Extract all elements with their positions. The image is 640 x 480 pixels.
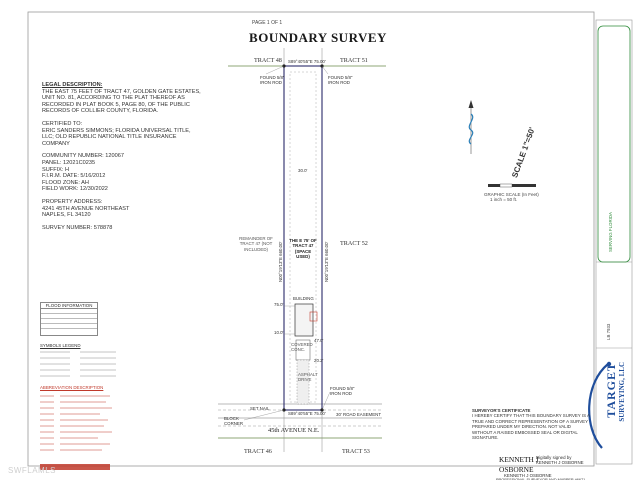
symbols-legend-heading: SYMBOLS LEGEND [40,343,81,348]
legal-text: THE EAST 75 FEET OF TRACT 47, GOLDEN GATE ESTATES, UNIT NO. 81, ACCORDING TO THE PLAT THEREOF AS RECORDED IN PLAT BOOK 5, PAGE 80, OF THE PUBLIC RECORDS OF COLLIER COUNTY, FLORIDA. [42,88,201,115]
abbreviation-heading: ABBREVIATION DESCRIPTION [40,385,104,391]
dimension-1: 75.0' [274,302,284,307]
tract-48-label: TRACT 48 [254,57,282,64]
dimension-5: 20.2' [314,358,324,363]
address-heading: PROPERTY ADDRESS: [42,198,103,205]
tract-46-label: TRACT 46 [244,448,272,455]
tract-51-label: TRACT 51 [340,57,368,64]
north-arrow-icon [469,100,474,154]
page-count: PAGE 1 OF 1 [252,20,283,26]
flood-info-table [40,302,98,336]
watermark: SWFLAMLS [8,466,57,475]
dimension-4: 47.0' [314,338,324,343]
firm-date: F.I.R.M. DATE: 5/16/2012 [42,173,106,180]
table-row [41,324,97,329]
bearing-top: S89°40'55"E 75.00' [288,59,326,64]
field-work: FIELD WORK: 12/30/2022 [42,186,108,193]
graphic-scale-sub: 1 inch = 50 ft. [490,197,518,202]
found-bottom-label: FOUND 5/8" IRON ROD [330,386,355,397]
subject-lot-label: THE E 75' OF TRACT 47 (SPACE USED) [289,238,317,260]
flood-info-title: FLOOD INFORMATION [41,303,97,309]
address-line-1: 4241 45TH AVENUE NORTHEAST [42,205,130,212]
page-title: BOUNDARY SURVEY [249,30,387,45]
surveyor-name-line: KENNETH J OSBORNE [504,473,552,478]
company-name-1: TARGET [604,362,618,418]
symbols-legend-lines [40,350,116,378]
signature-last-name: OSBORNE [499,465,534,474]
signature-first-name: KENNETH J [499,455,539,464]
set-nail-label: SET NAIL [250,406,270,411]
road-easement: 30' ROAD EASEMENT [336,412,381,417]
building-label: BUILDING [293,296,314,301]
graphic-scale-title: GRAPHIC SCALE (In Feet) [484,192,539,197]
surveyor-registration: PROFESSIONAL SURVEYOR AND MAPPER #6671 [496,478,586,480]
address-line-2: NAPLES, FL 34120 [42,212,91,219]
dimension-3: 30.0' [298,168,308,173]
bearing-right: N00°19'13"E 660.00' [324,241,329,282]
dimension-2: 10.0' [274,330,284,335]
graphic-scale-bar [488,184,536,187]
asphalt-label: ASPHALT DRIVE [298,372,318,383]
bearing-bottom: S89°40'55"E 75.00' [288,411,326,416]
legal-heading: LEGAL DESCRIPTION: [42,82,103,88]
bearing-left: N00°19'13"E 660.00' [278,241,283,282]
found-top-left-label: FOUND 5/8" IRON ROD [260,75,285,86]
graphic-scale-text [484,192,539,202]
certified-heading: CERTIFIED TO: [42,120,83,127]
street-name: 45th AVENUE N.E. [268,427,320,434]
tract-53-label: TRACT 53 [342,448,370,455]
company-contact-notes: SERVING FLORIDA [608,212,613,252]
panel-number: PANEL: 12021C0235 [42,159,96,166]
covered-conc-label: COVERED CONC. [291,342,313,353]
certificate-heading: SURVEYOR'S CERTIFICATE [472,408,531,413]
suffix: SUFFIX: H [42,166,70,173]
remainder-label: REMAINDER OF TRACT 47 (NOT INCLUDED) [239,236,273,252]
tract-52-label: TRACT 52 [340,240,368,247]
scale-label: SCALE 1"=50' [510,126,537,179]
company-logo [596,358,636,458]
block-corner-label: BLOCK CORNER [224,416,244,427]
found-top-right-label: FOUND 5/8" IRON ROD [328,75,353,86]
digital-signature-note: Digitally signed by KENNETH J OSBORNE [536,455,584,466]
company-name-2: SURVEYING, LLC [618,362,626,422]
flood-zone: FLOOD ZONE: AH [42,179,89,186]
legal-description-block [42,82,202,237]
surveyor-certificate [472,408,590,440]
community-number: COMMUNITY NUMBER: 120067 [42,153,124,160]
abbreviation-lines [40,393,116,455]
abbreviations-block [40,343,116,470]
certified-text: ERIC SANDERS SIMMONS; FLORIDA UNIVERSAL TITLE, LLC; OLD REPUBLIC NATIONAL TITLE INSURANCE COMPANY [42,127,191,147]
certificate-text: I HEREBY CERTIFY THAT THIS BOUNDARY SURVEY IS A TRUE AND CORRECT REPRESENTATION OF A SURVEY PREPARED UNDER MY DIRECTION. NOT VALID WITHOUT A RAISED EMBOSSED SEAL OR DIGITAL SIGNATURE. [472,413,590,441]
survey-number: SURVEY NUMBER: 578878 [42,224,113,231]
license-number: LB 7933 [606,323,611,340]
